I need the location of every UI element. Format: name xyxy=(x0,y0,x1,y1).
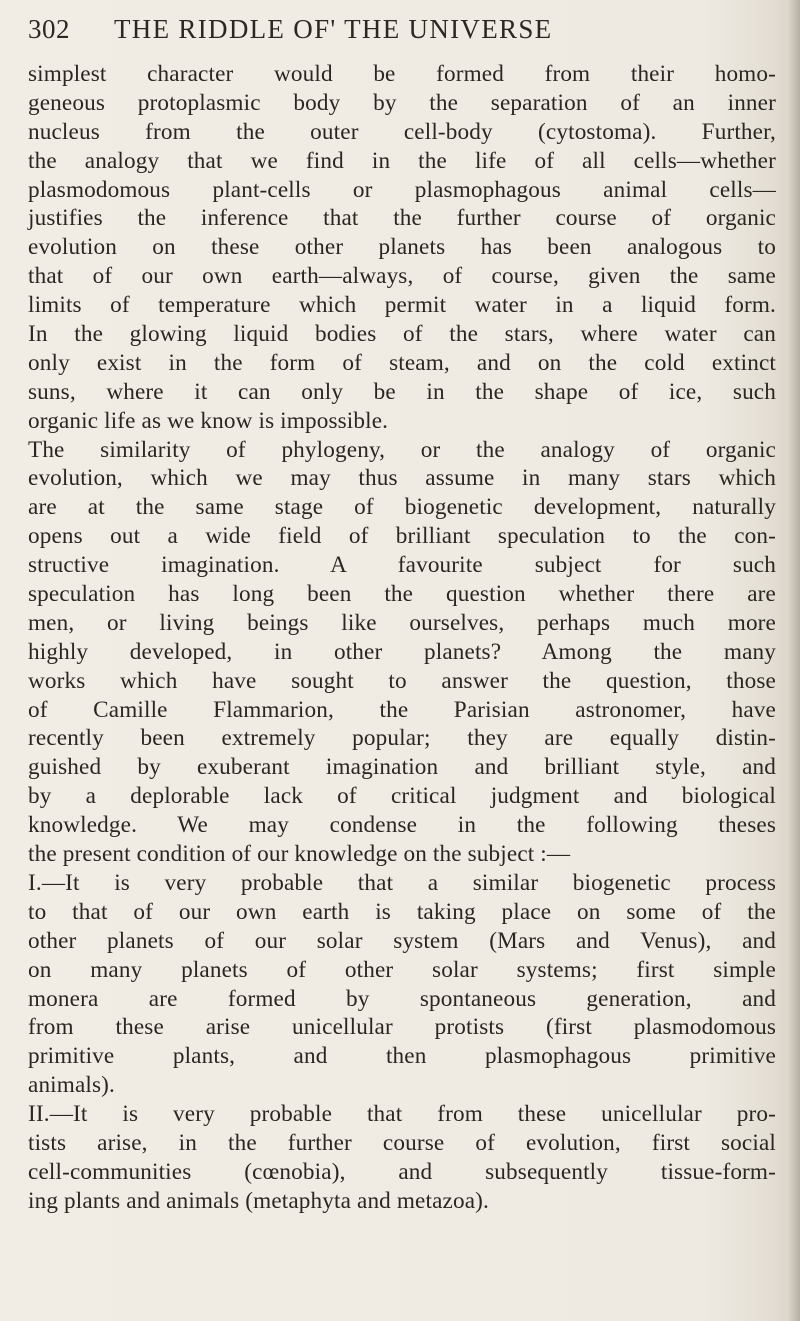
text-line: ing plants and animals (metaphyta and metazoa). xyxy=(28,1187,489,1214)
text-line: plasmodomous plant-cells or plasmophagous animal cells— xyxy=(28,176,776,203)
text-line: cell-communities (cœnobia), and subsequently tissue-form- xyxy=(28,1158,776,1185)
page-number: 302 xyxy=(28,14,70,44)
text-line: other planets of our solar system (Mars and Venus), and xyxy=(28,927,776,954)
text-line: the analogy that we find in the life of all cells—whether xyxy=(28,147,776,174)
running-head xyxy=(28,14,768,54)
text-line: to that of our own earth is taking place on some of the xyxy=(28,898,776,925)
text-line: nucleus from the outer cell-body (cytostoma). Further, xyxy=(28,118,776,145)
text-line: guished by exuberant imagination and brilliant style, and xyxy=(28,754,776,781)
running-title: THE RIDDLE OF' THE UNIVERSE xyxy=(114,14,553,44)
text-line: structive imagination. A favourite subject for such xyxy=(28,552,776,579)
text-line: simplest character would be formed from their homo- xyxy=(28,61,776,87)
body-text xyxy=(28,60,776,1216)
text-line: the present condition of our knowledge on the subject :— xyxy=(28,841,571,868)
text-line: on many planets of other solar systems; first simple xyxy=(28,956,776,983)
text-line: men, or living beings like ourselves, perhaps much more xyxy=(28,609,776,636)
text-line: speculation has long been the question whether there are xyxy=(28,581,776,608)
text-line: only exist in the form of steam, and on the cold extinct xyxy=(28,349,776,376)
text-line: tists arise, in the further course of evolution, first social xyxy=(28,1129,776,1156)
text-line: II.—It is very probable that from these unicellular pro- xyxy=(28,1101,776,1128)
text-line: works which have sought to answer the question, those xyxy=(28,667,776,694)
text-line: from these arise unicellular protists (first plasmodomous xyxy=(28,1014,776,1041)
text-line: I.—It is very probable that a similar biogenetic process xyxy=(28,869,776,896)
text-line: animals). xyxy=(28,1072,115,1099)
text-line: of Camille Flammarion, the Parisian astronomer, have xyxy=(28,696,776,723)
text-line: knowledge. We may condense in the following theses xyxy=(28,812,776,839)
text-line: evolution on these other planets has been analogous to xyxy=(28,234,776,261)
text-line: by a deplorable lack of critical judgment and biological xyxy=(28,783,776,810)
text-line: organic life as we know is impossible. xyxy=(28,407,389,434)
text-line: highly developed, in other planets? Among the many xyxy=(28,638,776,665)
text-line: justifies the inference that the further course of organic xyxy=(28,205,776,232)
text-line: primitive plants, and then plasmophagous primitive xyxy=(28,1043,776,1070)
text-line: opens out a wide field of brilliant speculation to the con- xyxy=(28,523,776,550)
text-line: In the glowing liquid bodies of the stars, where water can xyxy=(28,321,776,348)
text-line: suns, where it can only be in the shape of ice, such xyxy=(28,378,776,405)
text-line: recently been extremely popular; they are equally distin- xyxy=(28,725,776,752)
text-line: geneous protoplasmic body by the separation of an inner xyxy=(28,89,776,116)
text-line: that of our own earth—always, of course, given the same xyxy=(28,263,776,290)
text-line: limits of temperature which permit water in a liquid form. xyxy=(28,292,776,319)
text-line: are at the same stage of biogenetic development, naturally xyxy=(28,494,776,521)
text-line: evolution, which we may thus assume in many stars which xyxy=(28,465,776,492)
page-edge-shadow xyxy=(788,0,800,1321)
text-line: The similarity of phylogeny, or the analogy of organic xyxy=(28,436,776,463)
text-line: monera are formed by spontaneous generation, and xyxy=(28,985,776,1012)
